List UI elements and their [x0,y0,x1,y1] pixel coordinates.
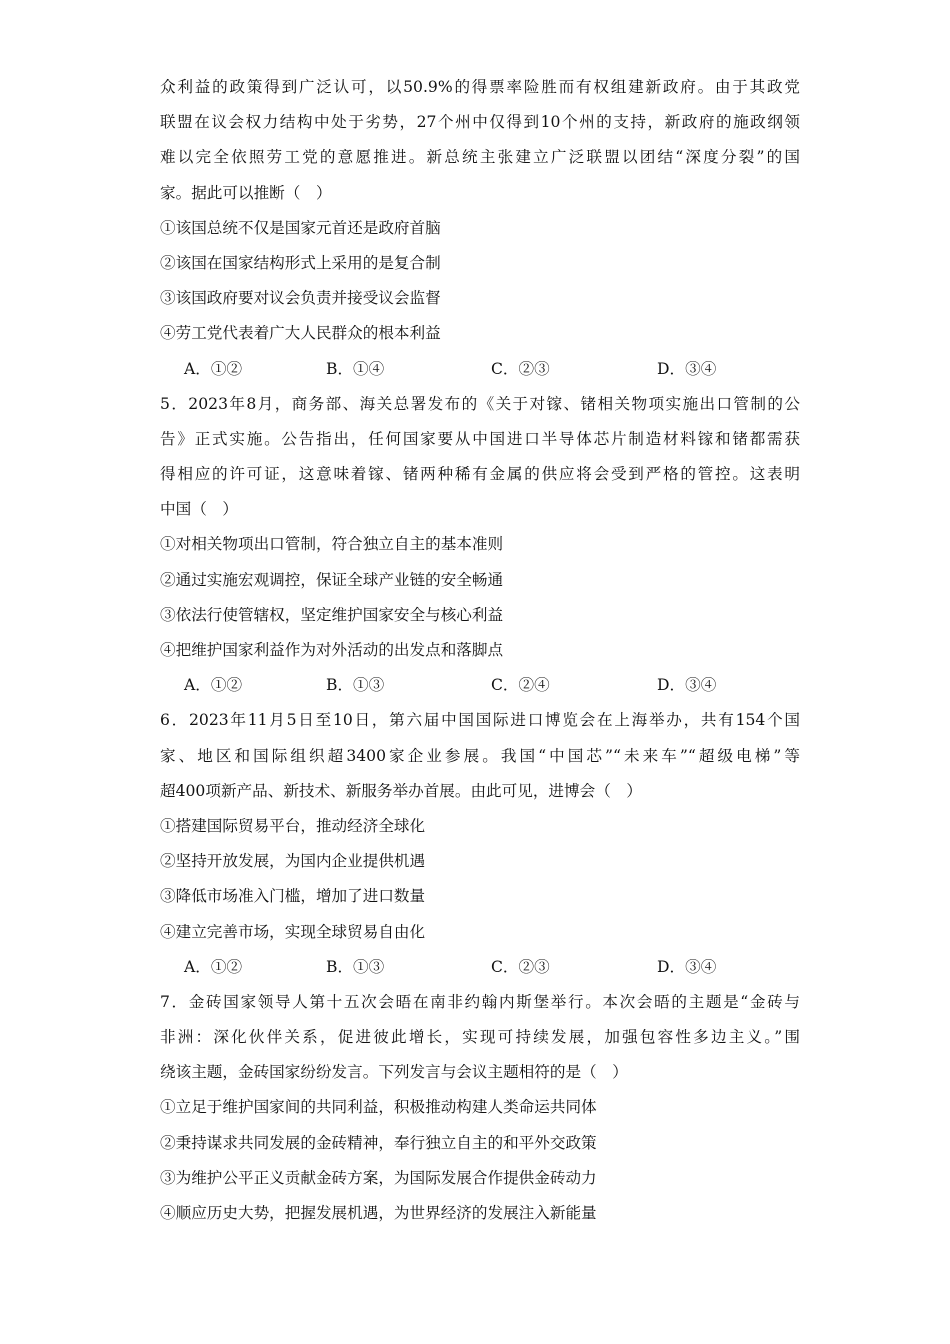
statement-option: ③该国政府要对议会负责并接受议会监督 [160,289,441,308]
statement-option: ②该国在国家结构形式上采用的是复合制 [160,253,441,272]
statement-option: ②秉持谋求共同发展的金砖精神，奉行独立自主的和平外交政策 [160,1133,597,1152]
question-stem-line: 家。据此可以推断（ ） [160,183,332,202]
answer-choice-a: A．①② [184,676,243,695]
question-stem-line: 超400项新产品、新技术、新服务举办首展。由此可见，进博会（ ） [160,781,642,800]
statement-option: ③为维护公平正义贡献金砖方案，为国际发展合作提供金砖动力 [160,1168,597,1187]
statement-option: ①该国总统不仅是国家元首还是政府首脑 [160,218,441,237]
question-7 [160,985,800,1231]
statement-option: ②坚持开放发展，为国内企业提供机遇 [160,852,426,871]
question-4 [160,70,800,387]
question-stem-line: 得相应的许可证，这意味着镓、锗两种稀有金属的供应将会受到严格的管控。这表明 [160,465,800,484]
answer-choice-c: C．②③ [491,957,550,976]
question-stem-line: 家、地区和国际组织超3400家企业参展。我国“中国芯”“未来车”“超级电梯”等 [160,746,800,765]
answer-choice-b: B．①③ [326,957,385,976]
statement-option: ④建立完善市场，实现全球贸易自由化 [160,922,426,941]
answer-choice-d: D．③④ [657,359,717,378]
answer-choices [160,352,800,387]
question-stem-line: 联盟在议会权力结构中处于劣势，27个州中仅得到10个州的支持，新政府的施政纲领 [160,113,800,132]
answer-choice-a: A．①② [184,359,243,378]
statement-option: ①对相关物项出口管制，符合独立自主的基本准则 [160,535,504,554]
answer-choice-d: D．③④ [657,676,717,695]
document-page [160,70,800,1231]
answer-choice-c: C．②④ [491,676,550,695]
question-stem-line: 6．2023年11月5日至10日，第六届中国国际进口博览会在上海举办，共有154个国 [160,711,800,730]
question-stem-line: 绕该主题，金砖国家纷纷发言。下列发言与会议主题相符的是（ ） [160,1063,628,1082]
statement-option: ④顺应历史大势，把握发展机遇，为世界经济的发展注入新能量 [160,1204,597,1222]
statement-option: ①立足于维护国家间的共同利益，积极推动构建人类命运共同体 [160,1098,597,1117]
answer-choice-c: C．②③ [491,359,550,378]
answer-choice-d: D．③④ [657,957,717,976]
question-stem-line: 告》正式实施。公告指出，任何国家要从中国进口半导体芯片制造材料镓和锗都需获 [160,429,800,448]
statement-option: ②通过实施宏观调控，保证全球产业链的安全畅通 [160,570,504,589]
statement-option: ①搭建国际贸易平台，推动经济全球化 [160,816,426,835]
question-stem-line: 7．金砖国家领导人第十五次会晤在南非约翰内斯堡举行。本次会晤的主题是“金砖与 [160,992,800,1011]
answer-choice-b: B．①④ [326,359,385,378]
statement-option: ③依法行使管辖权，坚定维护国家安全与核心利益 [160,605,504,624]
statement-option: ③降低市场准入门槛，增加了进口数量 [160,887,426,906]
answer-choices [160,668,800,703]
statement-option: ④把维护国家利益作为对外活动的出发点和落脚点 [160,641,504,659]
question-5 [160,387,800,704]
question-stem-line: 5．2023年8月，商务部、海关总署发布的《关于对镓、锗相关物项实施出口管制的公 [160,394,800,413]
question-6 [160,703,800,985]
statement-option: ④劳工党代表着广大人民群众的根本利益 [160,324,441,343]
question-stem-line: 非洲：深化伙伴关系，促进彼此增长，实现可持续发展，加强包容性多边主义。”围 [160,1028,800,1047]
question-stem-line: 中国（ ） [160,500,238,519]
question-stem-line: 众利益的政策得到广泛认可，以50.9%的得票率险胜而有权组建新政府。由于其政党 [160,78,800,96]
question-stem-line: 难以完全依照劳工党的意愿推进。新总统主张建立广泛联盟以团结“深度分裂”的国 [160,148,800,167]
answer-choice-a: A．①② [184,957,243,976]
answer-choice-b: B．①③ [326,676,385,695]
answer-choices [160,950,800,985]
